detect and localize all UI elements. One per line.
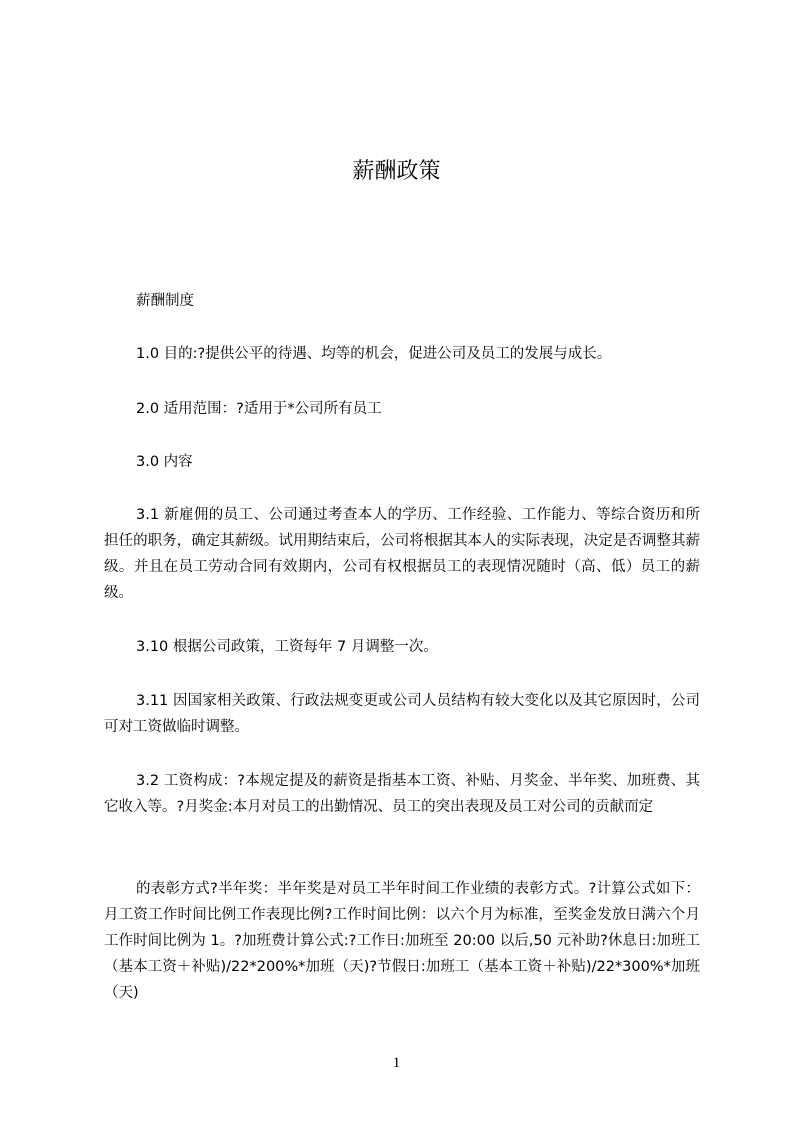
paragraph-content-heading: 3.0 内容 (136, 454, 193, 470)
paragraph-3-2: 3.2 工资构成：?本规定提及的薪资是指基本工资、补贴、月奖金、半年奖、加班费、其它收入等。?月奖金:本月对员工的出勤情况、员工的突出表现及员工对公司的贡献而定 (104, 773, 700, 815)
paragraph-3-11: 3.11 因国家相关政策、行政法规变更或公司人员结构有较大变化以及其它原因时，公司可对工资做临时调整。 (104, 693, 700, 735)
page-title: 薪酬政策 (352, 158, 441, 184)
paragraph-scope: 2.0 适用范围：?适用于*公司所有员工 (136, 401, 382, 417)
paragraph-3-1: 3.1 新雇佣的员工、公司通过考查本人的学历、工作经验、工作能力、等综合资历和所担任的职务，确定其薪级。试用期结束后，公司将根据其本人的实际表现，决定是否调整其薪级。并且在员工劳动合同有效期内，公司有权根据员工的表现情况随时（高、低）员工的薪级。 (104, 507, 700, 601)
paragraph-bonus-overtime: 的表彰方式?半年奖：半年奖是对员工半年时间工作业绩的表彰方式。?计算公式如下：月工资工作时间比例工作表现比例?工作时间比例：以六个月为标准，至奖金发放日满六个月工作时间比例为 1。?加班费计算公式:?工作日:加班至 20:00 以后,50 元补助?休息日:加班工（基本工资＋补贴)/22*200%*加班（天)?节假日:加班工（基本工资＋补贴)/22*300%*加班（天) (104, 881, 700, 1001)
paragraph-3-10: 3.10 根据公司政策，工资每年 7 月调整一次。 (136, 639, 438, 655)
section-heading-salary-system: 薪酬制度 (136, 293, 194, 309)
page-number: 1 (392, 1055, 401, 1071)
paragraph-purpose: 1.0 目的:?提供公平的待遇、均等的机会，促进公司及员工的发展与成长。 (136, 346, 612, 362)
